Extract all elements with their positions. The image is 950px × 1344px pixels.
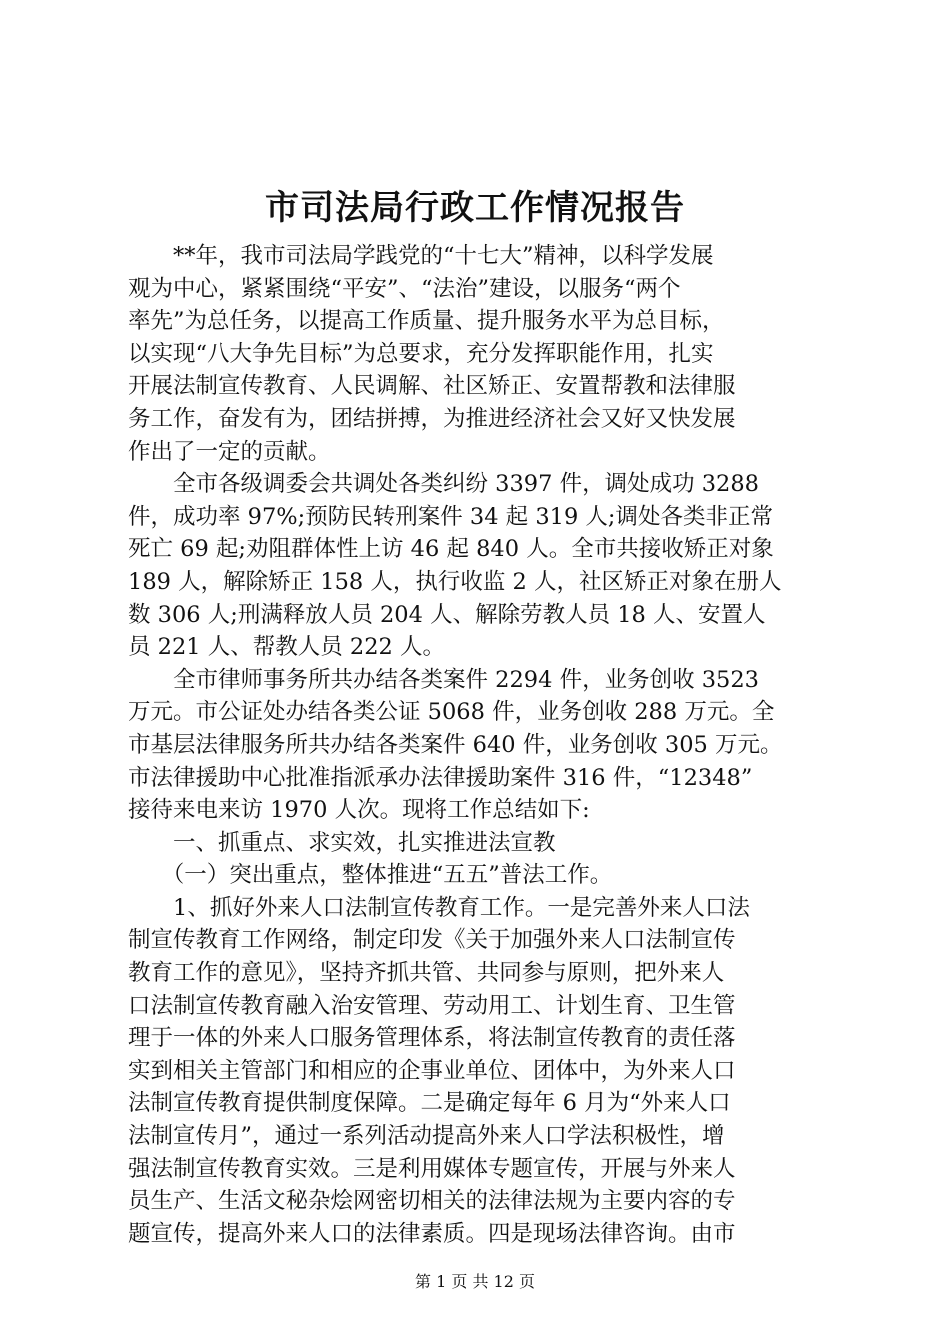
body-line: 件，成功率 97%;预防民转刑案件 34 起 319 人;调处各类非正常 xyxy=(128,503,774,530)
body-line: 189 人，解除矫正 158 人，执行收监 2 人，社区矫正对象在册人 xyxy=(128,568,782,595)
body-line: 全市律师事务所共办结各类案件 2294 件，业务创收 3523 xyxy=(128,666,759,693)
body-line: **年，我市司法局学践党的“十七大”精神，以科学发展 xyxy=(128,243,714,269)
body-line: 接待来电来访 1970 人次。现将工作总结如下: xyxy=(128,797,590,824)
body-line: 理于一体的外来人口服务管理体系，将法制宣传教育的责任落 xyxy=(128,1025,736,1052)
body-line: 以实现“八大争先目标”为总要求，充分发挥职能作用，扎实 xyxy=(128,340,714,367)
body-line: 制宣传教育工作网络，制定印发《关于加强外来人口法制宣传 xyxy=(128,927,736,954)
body-line: 实到相关主管部门和相应的企事业单位、团体中，为外来人口 xyxy=(128,1057,736,1084)
body-line: 作出了一定的贡献。 xyxy=(128,438,331,465)
body-line: 全市各级调委会共调处各类纠纷 3397 件，调处成功 3288 xyxy=(128,471,759,498)
body-line: 员 221 人、帮教人员 222 人。 xyxy=(128,634,445,661)
document-title: 市司法局行政工作情况报告 xyxy=(265,188,685,228)
document-body xyxy=(128,240,838,1250)
body-line: 开展法制宣传教育、人民调解、社区矫正、安置帮教和法律服 xyxy=(128,373,736,400)
body-line: 死亡 69 起;劝阻群体性上访 46 起 840 人。全市共接收矫正对象 xyxy=(128,536,774,563)
body-line: 率先”为总任务，以提高工作质量、提升服务水平为总目标， xyxy=(128,308,725,335)
body-line: 教育工作的意见》，坚持齐抓共管、共同参与原则，把外来人 xyxy=(128,960,725,987)
subsection-heading: （一）突出重点，整体推进“五五”普法工作。 xyxy=(128,862,613,889)
body-line: 强法制宣传教育实效。三是利用媒体专题宣传，开展与外来人 xyxy=(128,1155,736,1182)
body-line: 数 306 人;刑满释放人员 204 人、解除劳教人员 18 人、安置人 xyxy=(128,601,766,628)
body-line: 1、抓好外来人口法制宣传教育工作。一是完善外来人口法 xyxy=(128,894,750,921)
body-line: 口法制宣传教育融入治安管理、劳动用工、计划生育、卫生管 xyxy=(128,992,736,1019)
section-heading: 一、抓重点、求实效，扎实推进法宣教 xyxy=(128,829,556,856)
body-line: 法制宣传教育提供制度保障。二是确定每年 6 月为“外来人口 xyxy=(128,1090,731,1117)
body-line: 务工作，奋发有为，团结拼搏，为推进经济社会又好又快发展 xyxy=(128,405,736,432)
body-line: 市法律援助中心批准指派承办法律援助案件 316 件，“12348” xyxy=(128,764,753,791)
body-line: 万元。市公证处办结各类公证 5068 件，业务创收 288 万元。全 xyxy=(128,699,775,726)
body-line: 市基层法律服务所共办结各类案件 640 件，业务创收 305 万元。 xyxy=(128,731,783,758)
page-number-footer: 第 1 页 共 12 页 xyxy=(415,1272,535,1291)
body-line: 员生产、生活文秘杂烩网密切相关的法律法规为主要内容的专 xyxy=(128,1188,736,1215)
body-line: 法制宣传月”，通过一系列活动提高外来人口学法积极性，增 xyxy=(128,1123,725,1150)
body-line: 观为中心，紧紧围绕“平安”、“法治”建设，以服务“两个 xyxy=(128,275,681,302)
body-line: 题宣传，提高外来人口的法律素质。四是现场法律咨询。由市 xyxy=(128,1220,736,1247)
